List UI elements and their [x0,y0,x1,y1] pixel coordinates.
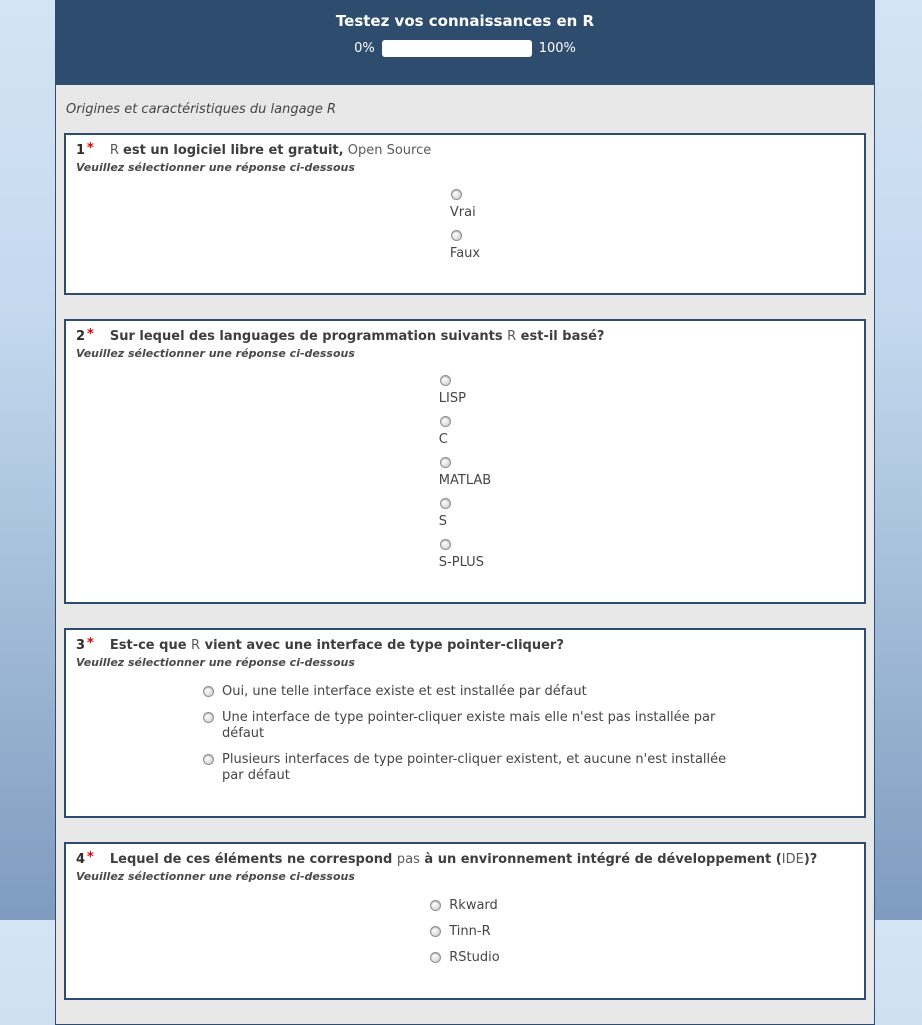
question-number: 3 [76,638,86,653]
radio-button[interactable] [440,416,451,427]
radio-button[interactable] [430,926,441,937]
answer-option [450,189,480,221]
radio-button[interactable] [440,457,451,468]
required-asterisk: * [87,327,94,342]
answer-option [203,752,727,784]
radio-button[interactable] [203,712,214,723]
option-label[interactable]: Plusieurs interfaces de type pointer-cliquer existent, et aucune n'est installée par défaut [222,752,727,783]
radio-button[interactable] [440,498,451,509]
question-title-segment: IDE [781,852,804,867]
required-asterisk: * [87,141,94,156]
option-label[interactable]: C [438,432,448,447]
question-help-text: Veuillez sélectionner une réponse ci-dessous [76,656,355,669]
answer-option [430,950,499,966]
option-label[interactable]: RStudio [449,950,500,965]
question-title-segment: )? [803,852,818,867]
answer-option [439,539,491,571]
answer-option [203,684,727,700]
option-label[interactable]: MATLAB [438,473,492,488]
section-title-bar [56,85,874,133]
radio-button[interactable] [440,375,451,386]
question-title-segment: pas [396,852,420,867]
questions-container [56,133,874,1000]
question-box [64,319,866,604]
option-label[interactable]: Tinn-R [449,924,491,939]
question-title-segment: R [507,329,517,344]
answer-option [203,710,727,742]
question-title-segment: Est-ce que [109,638,192,653]
answer-option [430,898,499,914]
radio-button[interactable] [430,900,441,911]
question-help-text: Veuillez sélectionner une réponse ci-dessous [76,347,355,360]
radio-button[interactable] [203,754,214,765]
question-title-line [76,851,854,868]
option-label[interactable]: S [438,514,448,529]
question-title-segment: R [191,638,201,653]
question-title-segment: est un logiciel libre et gratuit, [123,143,344,158]
option-label[interactable]: Vrai [449,205,476,220]
question-help-text: Veuillez sélectionner une réponse ci-dessous [76,870,355,883]
radio-button[interactable] [430,952,441,963]
progress-bar [382,40,532,57]
radio-button[interactable] [203,686,214,697]
required-asterisk: * [87,636,94,651]
required-asterisk: * [87,850,94,865]
question-title-segment: Lequel de ces éléments ne correspond [109,852,397,867]
question-title-line [76,142,854,159]
question-box [64,628,866,818]
progress-bar-row [56,40,874,57]
survey-title: Testez vos connaissances en R [335,12,595,30]
radio-button[interactable] [440,539,451,550]
question-title-segment: à un environnement intégré de développement ( [419,852,782,867]
question-help-text: Veuillez sélectionner une réponse ci-dessous [76,161,355,174]
section-title: Origines et caractéristiques du langage R [66,102,336,117]
option-label[interactable]: LISP [438,391,466,406]
option-label[interactable]: Une interface de type pointer-cliquer existe mais elle n'est pas installée par défaut [222,710,716,741]
option-label[interactable]: Rkward [449,898,498,913]
question-title-segment: R [109,143,124,158]
answer-options [430,898,499,966]
radio-button[interactable] [451,230,462,241]
question-number: 1 [76,143,86,158]
answer-options [450,189,480,262]
answer-option [439,457,491,489]
option-label[interactable]: S-PLUS [438,555,484,570]
question-title-segment: vient avec une interface de type pointer-cliquer? [200,638,564,653]
radio-button[interactable] [451,189,462,200]
answer-option [439,416,491,448]
question-number: 2 [76,329,86,344]
question-title-line [76,328,854,345]
survey-header [56,0,874,85]
answer-options [439,375,491,571]
question-title-segment: Open Source [343,143,432,158]
answer-option [430,924,499,940]
answer-options [203,684,727,784]
question-title-line [76,637,854,654]
question-title-segment: est-il basé? [516,329,605,344]
answer-option [439,498,491,530]
question-title-segment: Sur lequel des languages de programmation suivants [109,329,508,344]
question-box [64,842,866,1000]
survey-container [55,0,875,1025]
question-box [64,133,866,295]
progress-start-label: 0% [354,41,375,56]
progress-end-label: 100% [538,41,576,56]
answer-option [450,230,480,262]
answer-option [439,375,491,407]
option-label[interactable]: Faux [449,246,481,261]
option-label[interactable]: Oui, une telle interface existe et est installée par défaut [222,684,587,699]
question-number: 4 [76,852,86,867]
